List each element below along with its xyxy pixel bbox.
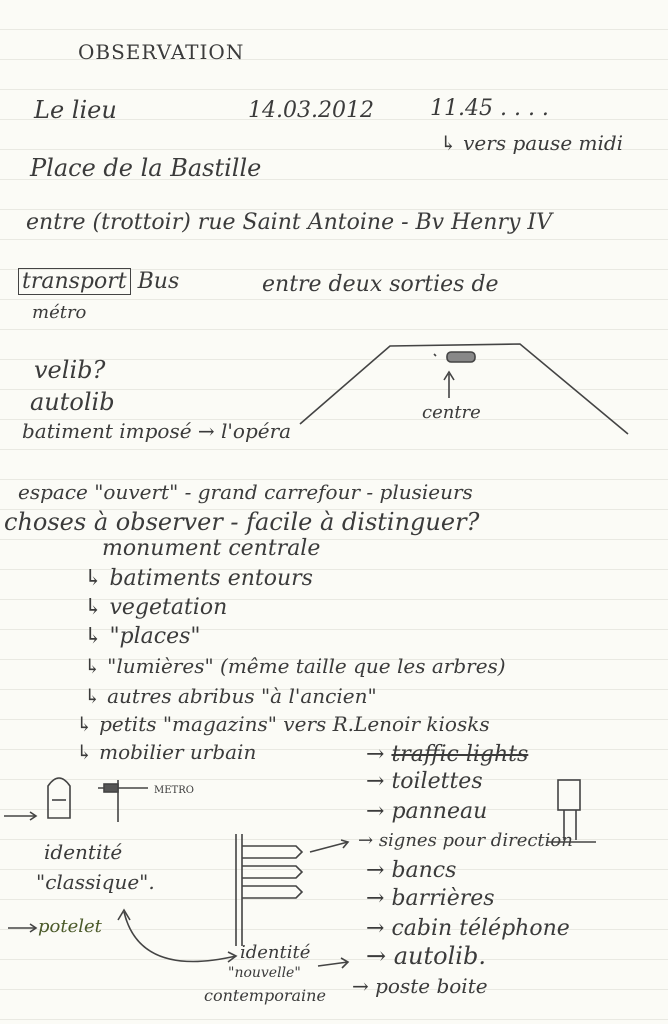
identite-nouvelle-type: "nouvelle" — [228, 965, 301, 981]
monument-line: monument centrale — [102, 536, 321, 561]
mobilier-item: → panneau — [366, 799, 488, 824]
mobilier-item: → traffic lights — [366, 742, 529, 767]
identite-contemporaine: contemporaine — [204, 986, 326, 1005]
identite-classique-type: "classique". — [36, 870, 155, 894]
mobilier-item: → autolib. — [366, 942, 486, 970]
note-batiment: batiment imposé → l'opéra — [22, 419, 292, 443]
list-item: ↳ "places" — [84, 624, 201, 649]
bus-label: Bus — [137, 269, 180, 294]
arrow-icon: ↳ — [84, 624, 110, 649]
arrow-icon: ↳ — [84, 654, 108, 678]
list-item: ↳ vegetation — [84, 595, 228, 620]
arrow-icon: → — [366, 942, 394, 970]
metro-word: métro — [32, 302, 87, 323]
arrow-icon: ↳ — [76, 740, 100, 764]
arrow-icon: ↳ — [84, 595, 110, 620]
potelet-label: potelet — [38, 916, 102, 937]
mobilier-item: → barrières — [366, 886, 495, 911]
time-note: ↳ vers pause midi — [440, 131, 624, 155]
identite-classique: identité — [44, 840, 123, 864]
time: 11.45 . . . . — [430, 96, 549, 121]
transport-between: entre deux sorties de — [262, 272, 499, 297]
list-item: ↳ batiments entours — [84, 566, 313, 591]
arrow-icon: → — [366, 769, 392, 794]
metro-sign-label: METRO — [154, 785, 194, 796]
arrow-icon: → — [358, 830, 379, 851]
mobilier-item: → bancs — [366, 858, 457, 883]
arrow-icon: → — [366, 742, 392, 767]
date: 14.03.2012 — [248, 98, 374, 123]
arrow-icon: → — [352, 974, 376, 998]
espace-line-2: choses à observer - facile à distinguer? — [4, 508, 480, 536]
note-velib: velib? — [34, 356, 106, 384]
arrow-icon: ↳ — [76, 712, 100, 736]
list-item: ↳ "lumières" (même taille que les arbres) — [84, 654, 506, 678]
mobilier-item: → toilettes — [366, 769, 483, 794]
place-name: Place de la Bastille — [30, 154, 262, 182]
arrow-icon: ↳ — [84, 684, 108, 708]
arrow-icon: ↳ — [84, 566, 110, 591]
arrow-icon: ↳ — [440, 131, 464, 155]
street-line: entre (trottoir) rue Saint Antoine - Bv Henry IV — [26, 210, 552, 235]
mobilier-item: → signes pour direction — [358, 830, 573, 851]
mobilier-item: → cabin téléphone — [366, 916, 570, 941]
page-title: OBSERVATION — [78, 40, 245, 64]
arrow-icon: → — [366, 886, 392, 911]
place-label: Le lieu — [34, 96, 117, 124]
identite-nouvelle: identité — [240, 942, 311, 963]
arrow-icon: → — [366, 799, 392, 824]
arrow-icon: → — [366, 916, 392, 941]
list-item: ↳ mobilier urbain — [76, 740, 257, 764]
espace-line-1: espace "ouvert" - grand carrefour - plusieurs — [18, 480, 473, 504]
transport-box: transport — [18, 268, 131, 295]
centre-label: centre — [422, 402, 481, 423]
note-autolib: autolib — [30, 388, 115, 416]
list-item: ↳ autres abribus "à l'ancien" — [84, 684, 377, 708]
mobilier-item: → poste boite — [352, 974, 488, 998]
list-item: ↳ petits "magazins" vers R.Lenoir kiosks — [76, 712, 490, 736]
arrow-icon: → — [366, 858, 392, 883]
